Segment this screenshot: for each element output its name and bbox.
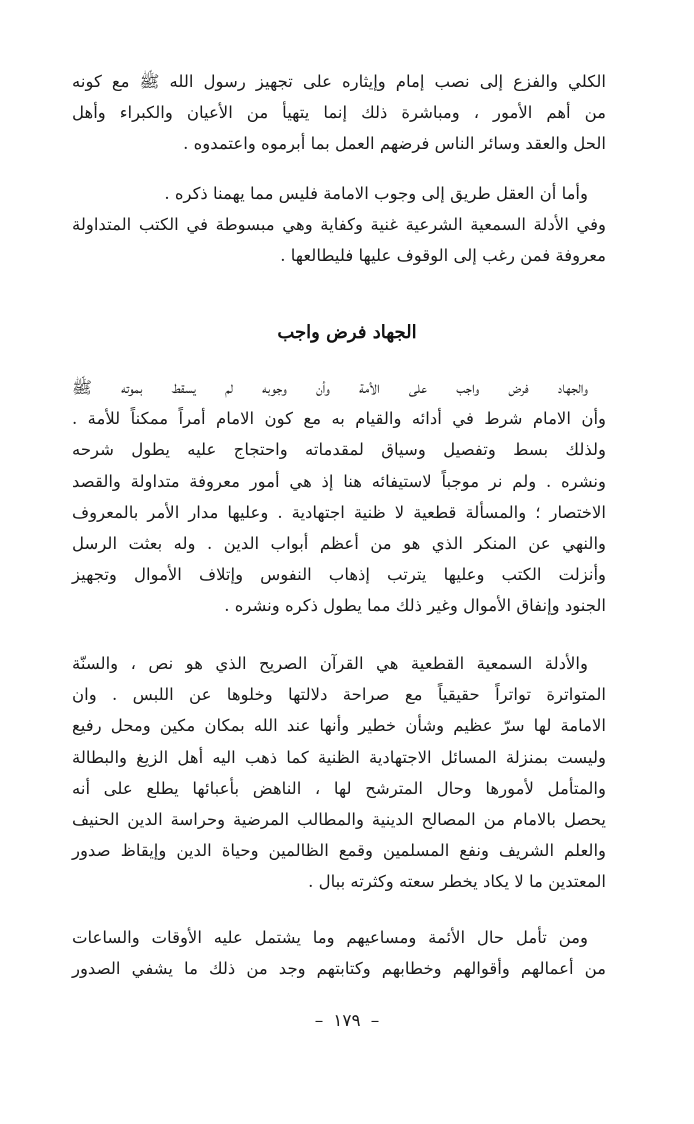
text-line: من أعمالهم وأقوالهم وخطابهم وكتابتهم وجد من ذلك ما يشفي الصدور: [72, 959, 606, 979]
text-line: والمتأمل لأمورها وحال المترشح لها ، الناهض بأعبائها يطلع على أنه: [72, 778, 606, 798]
text-line: وأما أن العقل طريق إلى وجوب الامامة فليس مما يهمنا ذكره .: [164, 184, 588, 203]
paragraph-2: [72, 178, 606, 272]
text-line: من أهم الأمور ، ومباشرة ذلك إنما يتهيأ من الأعيان والكبراء وأهل: [72, 103, 606, 123]
text-line: المعتدين ما لا يكاد يخطر سعته وكثرته ببال .: [308, 872, 606, 892]
text-line: ومن تأمل حال الأئمة ومساعيهم وما يشتمل عليه الأوقات والساعات: [72, 928, 588, 947]
text-line: الحل والعقد وسائر الناس فرضهم العمل بما أبرموه واعتمدوه .: [183, 134, 606, 154]
text-line: الجنود وإنفاق الأموال وغير ذلك مما يطول ذكره ونشره .: [224, 596, 606, 616]
text-line: والأدلة السمعية القطعية هي القرآن الصريح الذي هو نص ، والسنّة: [72, 654, 588, 673]
text-line: الاختصار ؛ والمسألة قطعية لا ظنية اجتهادية . وعليها مدار الأمر بالمعروف: [72, 502, 606, 522]
text-line: ولذلك بسط وتفصيل وسياق لمقدماته واحتجاج عليه يطول شرحه: [72, 440, 606, 460]
paragraph-4: [72, 648, 606, 898]
text-line: وأنزلت الكتب وعليها يترتب إذهاب النفوس وإتلاف الأموال وتجهيز: [72, 565, 606, 585]
text-line: الامامة لها سرّ عظيم وشأن خطير وأنها عند الله بمكان مكين ومحل رفيع: [72, 716, 606, 736]
text-line: وليست بمنزلة المسائل الاجتهادية الظنية كما ذهب اليه أهل الزيغ والبطالة: [72, 747, 606, 767]
text-line: معروفة فمن رغب إلى الوقوف عليها فليطالعها .: [280, 246, 606, 266]
text-line: ونشره . ولم نر موجباً لاستيفائه هنا إذ هي أمور معروفة متداولة والقصد: [72, 471, 606, 491]
page-number: [0, 1011, 694, 1031]
page-number-value: ١٧٩: [333, 1011, 361, 1031]
paragraph-1: [72, 66, 606, 160]
text-line: وفي الأدلة السمعية الشرعية غنية وكفاية وهي مبسوطة في الكتب المتداولة: [72, 215, 606, 235]
text-line: وأن الامام شرط في أدائه والقيام به مع كون الامام أمراً ممكناً للأمة .: [72, 409, 606, 429]
text-line: والجهاد فرض واجب على الأمة وأن وجوبه لم يسقط بموته ﷺ: [72, 378, 588, 397]
section-heading: الجهاد فرض واجب: [277, 322, 417, 343]
paragraph-3: [72, 372, 606, 622]
paragraph-5: [72, 922, 606, 984]
text-line: الكلي والفزع إلى نصب إمام وإيثاره على تجهيز رسول الله ﷺ مع كونه: [72, 72, 606, 91]
text-line: والعلم الشريف ونفع المسلمين وقمع الظالمين وحياة الدين وإيقاظ صدور: [72, 841, 606, 861]
text-line: المتواترة تواتراً حقيقياً مع صراحة دلالتها وخلوها عن اللبس . وان: [72, 685, 606, 705]
text-line: يحصل بالامام من المصالح الدينية والمطالب المرضية وحراسة الدين الحنيف: [72, 810, 606, 830]
text-line: والنهي عن المنكر الذي هو من أعظم أبواب الدين . وله بعثت الرسل: [72, 534, 606, 554]
page-number-dash: –: [370, 1011, 380, 1031]
page-number-dash: –: [314, 1011, 324, 1031]
